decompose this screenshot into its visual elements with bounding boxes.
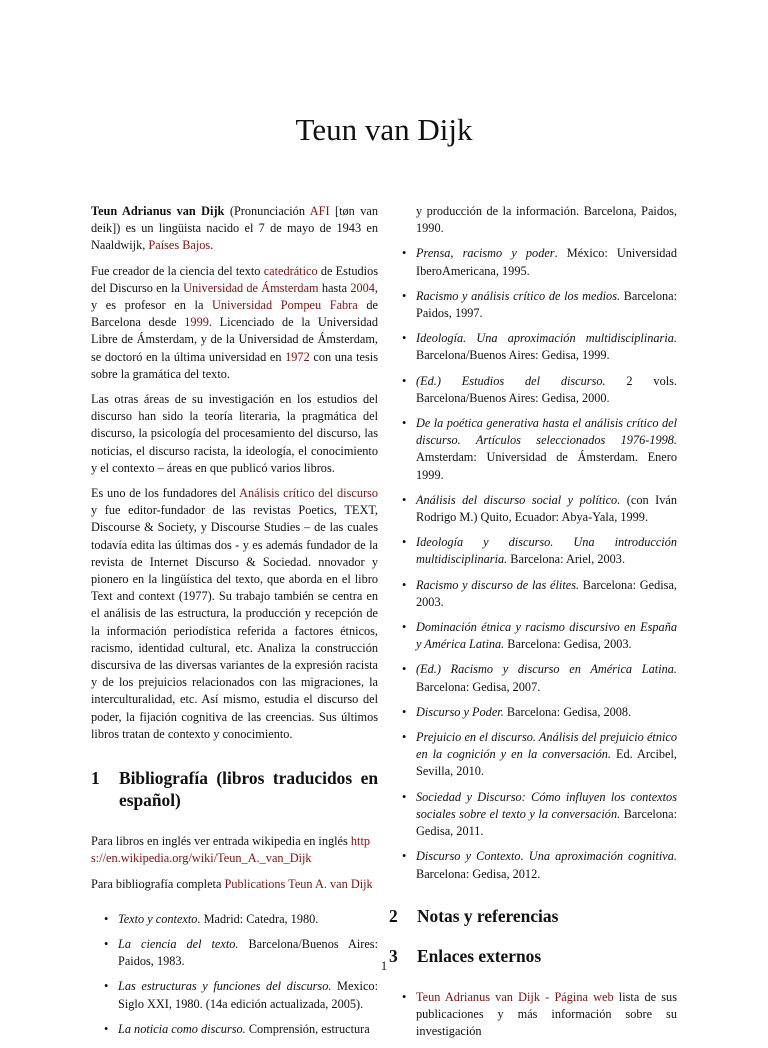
book-details: Madrid: Catedra, 1980. [200,911,319,926]
intro-text: . [210,238,214,253]
book-title: Texto y contexto. [118,911,201,926]
homepage-link[interactable]: Teun Adrianus van Dijk - Página web [416,989,614,1004]
list-item [91,978,378,1012]
list-item [389,415,677,484]
list-item [389,661,677,695]
research-paragraph: Las otras áreas de su investigación en los estudios del discurso han sido la teoría literaria, la pragmática del discurso, la psicología del procesamiento del discurso, las noticias, el discurso racista, la ideología, el conocimiento y el contexto – áreas en que publicó varios libros. [91,392,378,475]
book-details: Barcelona: Gedisa, 2003. [504,637,632,652]
page-title: Teun van Dijk [295,112,473,147]
career-text: Fue creador de la ciencia del texto [91,263,261,278]
person-name: Teun Adrianus van Dijk [91,204,225,218]
english-note [91,833,378,867]
list-item [389,492,677,526]
complete-bib-note [91,876,378,893]
book-title: Ideología y discurso. Una introducción multidisciplinaria. [416,535,677,567]
book-details: Barcelona: Ariel, 2003. [507,552,626,567]
upf-link[interactable]: Universidad Pompeu Fabra [212,298,358,313]
left-column [91,203,378,1038]
book-continuation [389,203,677,237]
founder-paragraph [91,485,378,743]
book-title: (Ed.) Racismo y discurso en América Latina. [416,662,677,677]
book-title: Ideología. Una aproximación multidisciplinaria. [416,331,677,346]
book-title: Sociedad y Discurso: Cómo influyen los contextos sociales sobre el texto y la conversación. [416,789,677,821]
career-text: hasta [321,280,348,295]
year-1972-link[interactable]: 1972 [285,349,310,364]
book-details: . México: Universidad IberoAmericana, 1995. [416,246,677,278]
year-1999-link[interactable]: 1999 [184,315,209,330]
right-column [389,203,677,1048]
book-title: Discurso y Poder. [416,704,504,719]
external-link-description: lista de sus publicaciones y más información sobre su investigación [416,989,677,1039]
book-title: Prejuicio en el discurso. Análisis del prejuicio étnico en la cognición y en la conversación. [416,730,677,762]
note-text: Para bibliografía completa [91,876,222,891]
career-paragraph [91,263,378,383]
list-item [389,534,677,568]
book-title: (Ed.) Estudios del discurso. [416,373,606,388]
book-details: Barcelona: Gedisa, 2008. [503,704,632,719]
list-item [389,848,677,882]
book-title: Prensa, racismo y poder [416,246,555,261]
founder-text: Es uno de los fundadores del [91,486,237,501]
career-text: de Barcelona desde [91,298,378,330]
book-details: Barcelona: Gedisa, 2011. [416,806,677,839]
list-item [91,1021,378,1038]
section-title: Enlaces externos [417,945,542,966]
country-link[interactable]: Países Bajos [148,238,211,253]
career-text: . Licenciado de la Universidad Libre de Ámsterdam, y de la Universidad de Ámsterdam, se doctoró en la última universidad en [91,315,379,364]
book-title: Análisis del discurso social y político. [416,492,621,507]
book-details: Amsterdam: Universidad de Ámsterdam. Enero 1999. [416,450,677,482]
book-details: Barcelona: Paidos, 1997. [416,288,677,321]
founder-text: y fue editor-fundador de las revistas Poetics, TEXT, Discourse & Society, y Discourse Studies – de las cuales todavía edita las últimas dos - y es además fundador de la revista de Internet Discurso & Sociedad. nnovador y pionero en la lingüística del texto, que aborda en el libro Text and context (1977). Su trabajo también se centra en el análisis de las estructura, la producción y recepción de la información periodística referida a factores étnicos, racismo, identidad cultural, etc. Analiza la construcción discursiva de las diversas variantes de la expresión racista y de los prejuicios relacionados con las migraciones, la interculturalidad, etc. Así mismo, estudia el discurso del poder, la fijación cognitiva de las creencias. Sus últimos libros tratan de contexto y conocimiento. [91,503,378,741]
acd-link[interactable]: Análisis crítico del discurso [239,486,378,501]
list-item [389,989,677,1041]
book-details: (con Iván Rodrigo M.) Quito, Ecuador: Abya-Yala, 1999. [416,492,677,525]
section-heading-bibliografia [91,767,378,811]
book-details: Barcelona/Buenos Aires: Gedisa, 1999. [416,348,610,363]
book-title: De la poética generativa hasta el análisis crítico del discurso. Artículos seleccionados 1976-1998. [416,416,677,448]
intro-text: (Pronunciación [229,204,305,218]
book-details: Barcelona: Gedisa, 2012. [416,866,541,881]
book-details: Ed. Arcibel, Sevilla, 2010. [416,747,678,779]
list-item [389,288,677,322]
catedratico-link[interactable]: catedrático [263,263,318,278]
career-text: con una tesis sobre la gramática del texto. [91,349,378,381]
book-details: 2 vols. Barcelona/Buenos Aires: Gedisa, 2000. [416,373,678,405]
book-title: Discurso y Contexto. Una aproximación cognitiva. [416,849,677,864]
english-wiki-link[interactable]: https://en.wikipedia.org/wiki/Teun_A._van_Dijk [91,834,371,866]
external-links-list [389,989,677,1041]
book-list-right [389,245,677,882]
year-2004-link[interactable]: 2004 [350,280,375,295]
afi-link[interactable]: AFI [309,204,330,218]
publications-link[interactable]: Publications Teun A. van Dijk [224,876,373,891]
career-text: , y es profesor en la [91,280,378,313]
book-details: Mexico: Siglo XXI, 1980. (14a edición actualizada, 2005). [118,979,378,1011]
section-title: Bibliografía (libros traducidos en español) [119,768,378,811]
book-title: La noticia como discurso. [118,1021,246,1036]
list-item [389,619,677,653]
section-number: 3 [389,945,398,966]
book-title: Las estructuras y funciones del discurso. [118,979,332,994]
list-item [389,245,677,279]
book-list-left [91,911,378,1038]
list-item [389,789,677,841]
intro-paragraph [91,203,378,255]
page-number: 1 [380,959,388,973]
uva-link[interactable]: Universidad de Ámsterdam [183,280,319,295]
book-title: La ciencia del texto. [118,936,239,951]
book-title: Dominación étnica y racismo discursivo en España y América Latina. [416,620,677,652]
list-item [389,330,677,364]
section-number: 1 [91,768,100,789]
list-item [91,911,378,928]
section-heading-notas [389,905,677,927]
book-details: Barcelona: Gedisa, 2007. [416,679,541,694]
list-item [389,704,677,721]
book-details: Barcelona/Buenos Aires: Paidos, 1983. [118,936,378,969]
book-title: Racismo y discurso de las élites. [416,577,580,592]
list-item [389,729,677,781]
list-item [389,373,677,407]
note-text: Para libros en inglés ver entrada wikipedia en inglés [91,834,348,849]
section-number: 2 [389,905,398,926]
book-continuation-text: y producción de la información. Barcelona, Paidos, 1990. [416,204,677,236]
list-item [389,577,677,611]
section-title: Notas y referencias [417,905,559,926]
book-title: Racismo y análisis crítico de los medios. [416,288,621,303]
book-details: Comprensión, estructura [245,1021,370,1036]
intro-text: [tøn van deik]) es un lingüista nacido el 7 de mayo de 1943 en Naaldwijk, [91,204,379,253]
career-text: de Estudios del Discurso en la [91,263,379,295]
book-details: Barcelona: Gedisa, 2003. [416,577,677,609]
